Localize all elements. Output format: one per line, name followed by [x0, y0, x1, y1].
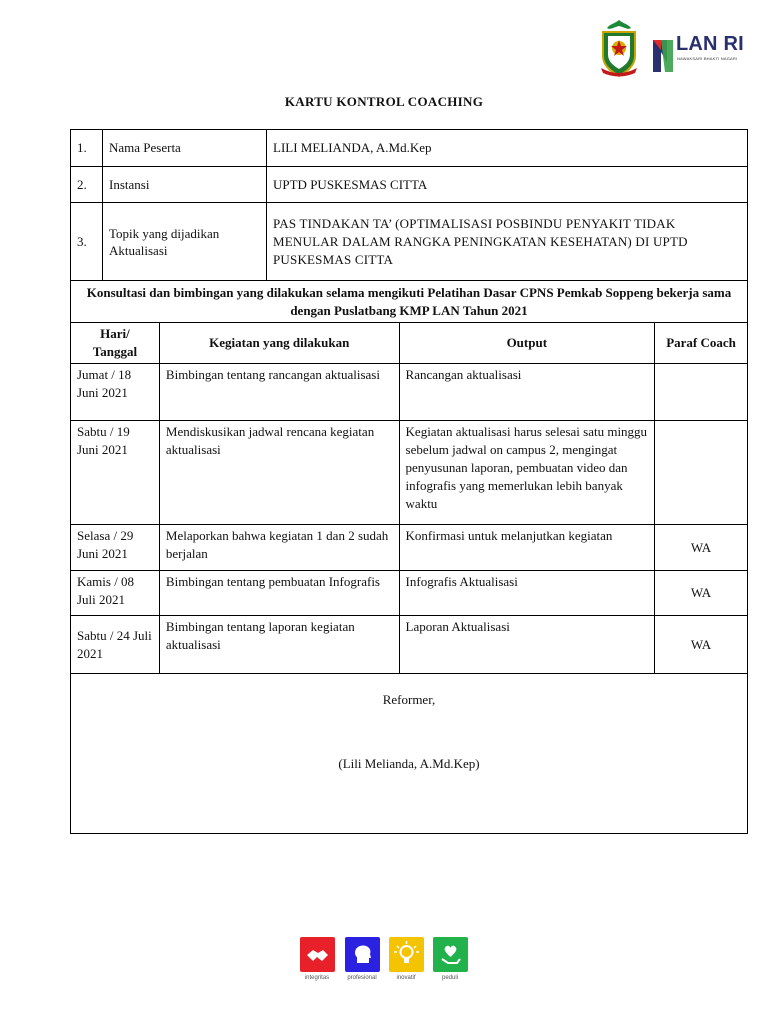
- header-activity: Kegiatan yang dilakukan: [159, 323, 399, 364]
- row-activity: Mendiskusikan jadwal rencana kegiatan aktualisasi: [159, 421, 399, 525]
- identity-value: LILI MELIANDA, A.Md.Kep: [267, 130, 748, 167]
- identity-row: [71, 203, 748, 281]
- header-output: Output: [399, 323, 655, 364]
- badge-label: integritas: [304, 975, 330, 981]
- row-output: Infografis Aktualisasi: [399, 571, 655, 616]
- table-row: [71, 616, 748, 674]
- identity-row: [71, 167, 748, 203]
- row-activity: Bimbingan tentang rancangan aktualisasi: [159, 364, 399, 421]
- row-paraf: WA: [655, 616, 748, 674]
- row-activity: Bimbingan tentang laporan kegiatan aktualisasi: [159, 616, 399, 674]
- badge-label: peduli: [441, 975, 458, 981]
- coaching-log-table: [70, 280, 748, 834]
- identity-label: Instansi: [103, 167, 267, 203]
- signature-role: Reformer,: [382, 692, 436, 707]
- badge-label: inovatif: [396, 975, 416, 981]
- row-date: Selasa / 29 Juni 2021: [71, 525, 160, 571]
- log-header-row: [71, 323, 748, 364]
- row-paraf: [655, 364, 748, 421]
- handshake-icon: [300, 937, 335, 972]
- table-row: [71, 364, 748, 421]
- header-logos: [598, 18, 748, 80]
- header-date: Hari/ Tanggal: [71, 323, 160, 364]
- signature-name: (Lili Melianda, A.Md.Kep): [338, 756, 480, 771]
- identity-value: PAS TINDAKAN TA’ (OPTIMALISASI POSBINDU PENYAKIT TIDAK MENULAR DALAM RANGKA PENINGKATAN KESEHATAN) DI UPTD PUSKESMAS CITTA: [267, 203, 748, 281]
- row-date: Jumat / 18 Juni 2021: [71, 364, 160, 421]
- lan-ri-wordmark: LAN RI: [676, 33, 744, 55]
- row-date: Sabtu / 24 Juli 2021: [71, 616, 160, 674]
- row-activity: Bimbingan tentang pembuatan Infografis: [159, 571, 399, 616]
- identity-number: 2.: [71, 167, 103, 203]
- table-row: [71, 525, 748, 571]
- signature-row: [71, 674, 748, 834]
- heart-hand-icon: [433, 937, 468, 972]
- lan-ri-logo: [650, 32, 746, 76]
- row-output: Laporan Aktualisasi: [399, 616, 655, 674]
- row-date: Kamis / 08 Juli 2021: [71, 571, 160, 616]
- log-banner: Konsultasi dan bimbingan yang dilakukan selama mengikuti Pelatihan Dasar CPNS Pemkab Soppeng bekerja sama dengan Puslatbang KMP LAN Tahun 2021: [71, 281, 748, 323]
- soppeng-crest-logo: [598, 18, 640, 78]
- row-output: Konfirmasi untuk melanjutkan kegiatan: [399, 525, 655, 571]
- head-icon: [345, 937, 380, 972]
- table-row: [71, 571, 748, 616]
- lan-ri-tagline: NAWAKSARI BHAKTI NAGARI: [677, 56, 738, 61]
- row-output: Rancangan aktualisasi: [399, 364, 655, 421]
- core-values-footer: [300, 937, 470, 989]
- identity-label: Nama Peserta: [103, 130, 267, 167]
- document-title: KARTU KONTROL COACHING: [284, 94, 484, 109]
- lightbulb-icon: [389, 937, 424, 972]
- identity-number: 1.: [71, 130, 103, 167]
- header-paraf: Paraf Coach: [655, 323, 748, 364]
- badge-label: profesional: [347, 975, 377, 981]
- row-paraf: WA: [655, 571, 748, 616]
- identity-number: 3.: [71, 203, 103, 281]
- row-paraf: WA: [655, 525, 748, 571]
- identity-row: [71, 130, 748, 167]
- row-paraf: [655, 421, 748, 525]
- row-activity: Melaporkan bahwa kegiatan 1 dan 2 sudah berjalan: [159, 525, 399, 571]
- identity-table: [70, 129, 748, 281]
- row-output: Kegiatan aktualisasi harus selesai satu minggu sebelum jadwal on campus 2, mengingat penyusunan laporan, pembuatan video dan infografis yang memerlukan lebih banyak waktu: [399, 421, 655, 525]
- table-row: [71, 421, 748, 525]
- identity-value: UPTD PUSKESMAS CITTA: [267, 167, 748, 203]
- signature-block: [71, 674, 748, 834]
- lan-mark-icon: [650, 34, 676, 74]
- identity-label: Topik yang dijadikan Aktualisasi: [103, 203, 267, 281]
- row-date: Sabtu / 19 Juni 2021: [71, 421, 160, 525]
